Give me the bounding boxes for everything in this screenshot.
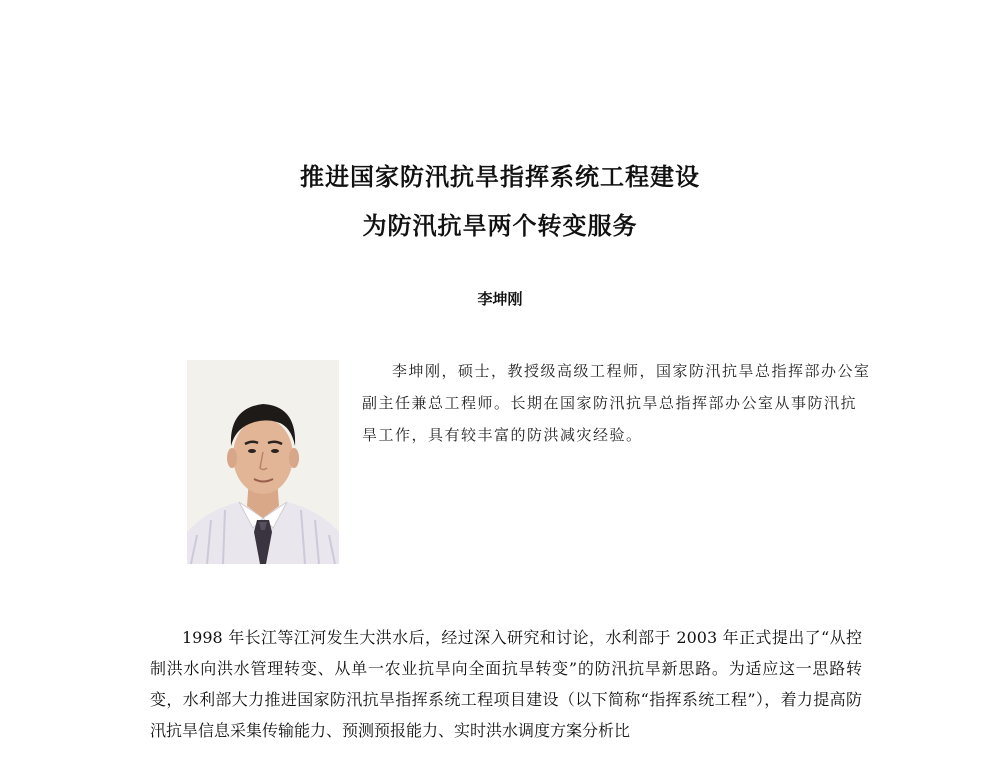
- author-bio: 李坤刚，硕士，教授级高级工程师，国家防汛抗旱总指挥部办公室副主任兼总工程师。长期在国家防汛抗旱总指挥部办公室从事防汛抗旱工作，具有较丰富的防洪减灾经验。: [362, 362, 871, 444]
- article-title-line-1: 推进国家防汛抗旱指挥系统工程建设: [300, 163, 700, 191]
- body-paragraph: 1998 年长江等江河发生大洪水后，经过深入研究和讨论，水利部于 2003 年正式提出了“从控制洪水向洪水管理转变、从单一农业抗旱向全面抗旱转变”的防汛抗旱新思路。为适应这一思路转变，水利部大力推进国家防汛抗旱指挥系统工程项目建设（以下简称“指挥系统工程”），着力提高防汛抗旱信息采集传输能力、预测预报能力、实时洪水调度方案分析比: [150, 628, 862, 740]
- article-title-line-2: 为防汛抗旱两个转变服务: [362, 212, 638, 240]
- author-photo: [187, 360, 339, 564]
- author-name: 李坤刚: [477, 290, 523, 308]
- author-portrait-image: [187, 360, 339, 564]
